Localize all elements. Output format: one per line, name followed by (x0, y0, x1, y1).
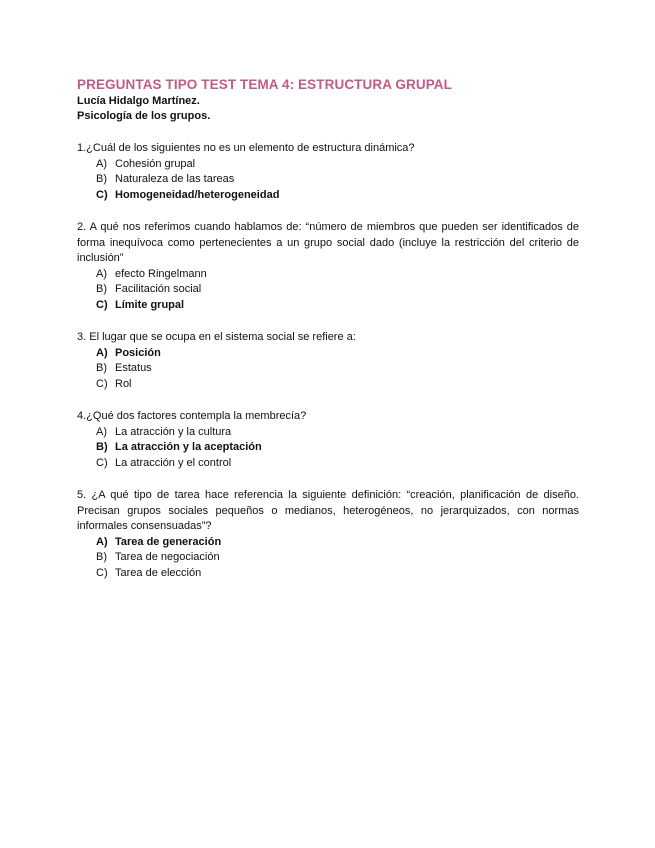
option-item-correct (77, 346, 579, 362)
question-2 (77, 220, 579, 313)
option-text: La atracción y la aceptación (115, 441, 262, 453)
option-letter: A) (96, 535, 108, 548)
option-text: Tarea de negociación (115, 551, 220, 563)
option-letter: A) (96, 267, 107, 280)
question-4 (77, 409, 579, 471)
option-item (77, 267, 579, 283)
option-text: Tarea de generación (115, 535, 222, 548)
document-content (77, 76, 579, 581)
option-letter: B) (96, 283, 107, 295)
page-title: PREGUNTAS TIPO TEST TEMA 4: ESTRUCTURA GRUPAL (77, 77, 453, 92)
option-item (77, 361, 579, 377)
option-letter: C) (96, 377, 108, 390)
option-item-correct (77, 440, 579, 456)
option-item-correct (77, 298, 579, 314)
option-text: La atracción y la cultura (115, 425, 232, 438)
question-text: 3. El lugar que se ocupa en el sistema social se refiere a: (77, 331, 356, 343)
option-item (77, 456, 579, 472)
option-text: Naturaleza de las tareas (115, 173, 235, 185)
option-item (77, 425, 579, 441)
option-letter: C) (96, 298, 108, 311)
option-text: efecto Ringelmann (115, 267, 207, 280)
option-letter: C) (96, 566, 108, 579)
option-list (77, 157, 579, 204)
option-letter: B) (96, 362, 107, 374)
option-letter: B) (96, 551, 107, 563)
question-text: 5. ¿A qué tipo de tarea hace referencia la siguiente definición: “creación, planificación de diseño. Precisan grupos sociales pequeños o medianos, heterogéneos, no jerarquizados, con normas informales consensuadas”? (77, 489, 579, 532)
option-letter: A) (96, 157, 107, 170)
option-item (77, 377, 579, 393)
option-item (77, 157, 579, 173)
option-item (77, 566, 579, 582)
subject-name: Psicología de los grupos. (77, 110, 211, 122)
option-letter: C) (96, 456, 108, 469)
option-letter: C) (96, 188, 108, 201)
option-item (77, 282, 579, 298)
option-letter: A) (96, 346, 108, 359)
option-text: Rol (115, 377, 132, 390)
option-text: Posición (115, 346, 161, 359)
option-list (77, 267, 579, 314)
question-text: 1.¿Cuál de los siguientes no es un elemento de estructura dinámica? (77, 142, 415, 154)
option-item-correct (77, 535, 579, 551)
option-list (77, 346, 579, 393)
option-text: Cohesión grupal (115, 157, 196, 170)
option-text: Homogeneidad/heterogeneidad (115, 188, 280, 201)
option-letter: A) (96, 425, 107, 438)
option-text: Límite grupal (115, 298, 185, 311)
option-text: La atracción y el control (115, 456, 232, 469)
option-letter: B) (96, 173, 107, 185)
option-text: Facilitación social (115, 283, 202, 295)
option-text: Estatus (115, 362, 152, 374)
option-text: Tarea de elección (115, 566, 202, 579)
question-text: 2. A qué nos referimos cuando hablamos de: “número de miembros que pueden ser identificados de forma inequívoca como pertenecientes a un grupo social dado (incluye la restricción del criterio de inclusión” (77, 221, 579, 264)
question-text: 4.¿Qué dos factores contempla la membrecía? (77, 410, 307, 422)
question-3 (77, 330, 579, 392)
author-name: Lucía Hidalgo Martínez. (77, 95, 200, 107)
question-1 (77, 141, 579, 203)
option-letter: B) (96, 441, 108, 453)
option-list (77, 535, 579, 582)
option-item-correct (77, 188, 579, 204)
question-list (77, 141, 579, 581)
question-5 (77, 488, 579, 581)
option-item (77, 172, 579, 188)
option-list (77, 425, 579, 472)
option-item (77, 550, 579, 566)
